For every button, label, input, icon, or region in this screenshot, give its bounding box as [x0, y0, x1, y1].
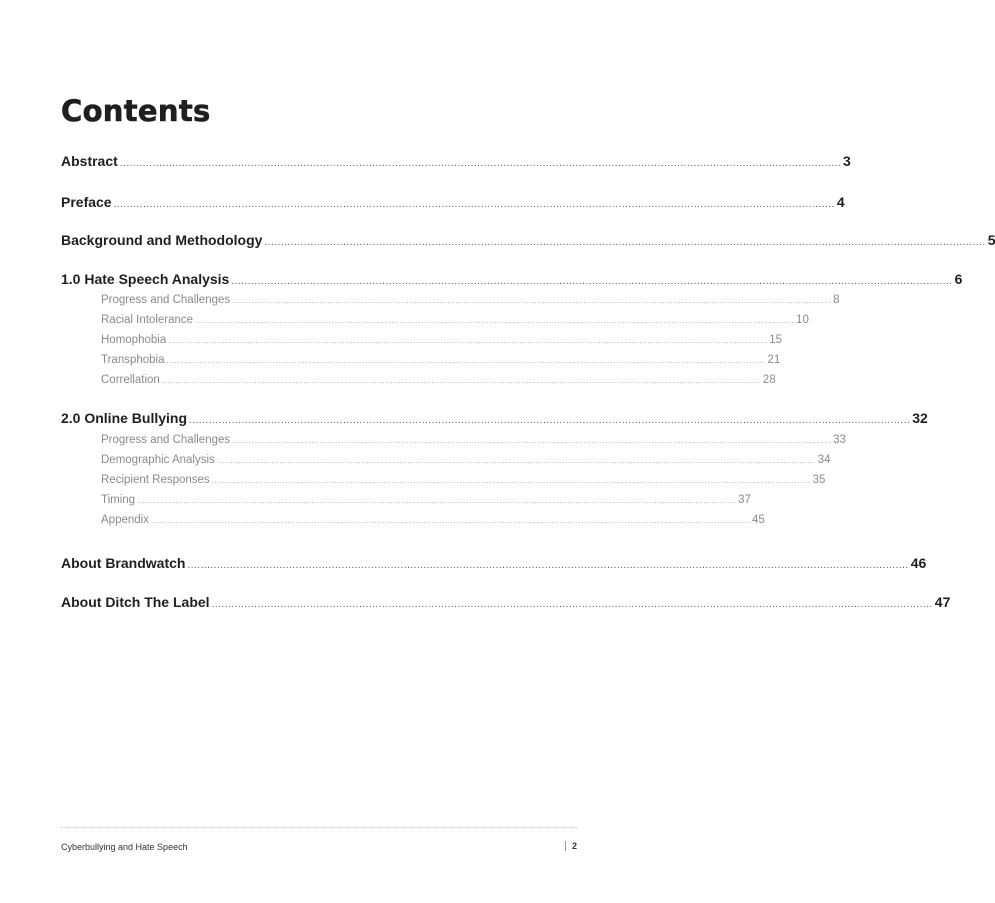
toc-entry-label: Background and Methodology — [61, 232, 263, 248]
toc-entry-page: 15 — [769, 334, 782, 346]
toc-entry-label: Racial Intolerance — [101, 314, 194, 326]
dot-leader: ............................................................................................................................................................................................................................ — [195, 316, 795, 325]
toc-entry-about-brandwatch[interactable] — [61, 555, 927, 571]
toc-entry-page: 4 — [836, 194, 845, 210]
toc-entry-page: 3 — [843, 153, 851, 169]
toc-entry-page: 6 — [954, 271, 963, 287]
dot-leader: ............................................................................................................................................................................................................................ — [119, 158, 842, 169]
dot-leader: ............................................................................................................................................................................................................................ — [211, 476, 811, 485]
dot-leader: ............................................................................................................................................................................................................................ — [161, 376, 761, 385]
toc-subentry[interactable] — [101, 294, 840, 306]
toc-entry-page: 5 — [987, 232, 995, 248]
page-title: Contents — [61, 94, 211, 128]
toc-entry-label: Timing — [101, 494, 136, 506]
toc-subentry[interactable] — [101, 434, 846, 446]
toc-entry-page: 10 — [796, 314, 809, 326]
toc-entry-label: 2.0 Online Bullying — [61, 410, 188, 426]
dot-leader: ............................................................................................................................................................................................................................ — [168, 336, 768, 345]
dot-leader: ............................................................................................................................................................................................................................ — [264, 237, 986, 248]
toc-subentry[interactable] — [101, 374, 776, 386]
dot-leader: ............................................................................................................................................................................................................................ — [216, 456, 816, 465]
dot-leader: ............................................................................................................................................................................................................................ — [189, 415, 911, 426]
toc-subentry[interactable] — [101, 474, 826, 486]
dot-leader: ............................................................................................................................................................................................................................ — [211, 599, 933, 610]
toc-entry-page: 32 — [912, 410, 928, 426]
footer-page-indicator — [565, 841, 577, 851]
toc-subentry[interactable] — [101, 494, 751, 506]
dot-leader: ............................................................................................................................................................................................................................ — [231, 276, 953, 287]
footer-divider — [61, 827, 577, 828]
toc-entry-page: 21 — [767, 354, 781, 366]
toc-entry-label: Recipient Responses — [101, 474, 210, 486]
toc-entry-page: 35 — [812, 474, 826, 486]
toc-entry-label: Demographic Analysis — [101, 454, 215, 466]
toc-entry-label: About Ditch The Label — [61, 594, 210, 610]
dot-leader: ............................................................................................................................................................................................................................ — [137, 496, 737, 505]
toc-entry-label: Transphobia — [101, 354, 165, 366]
toc-subentry[interactable] — [101, 354, 781, 366]
dot-leader: ............................................................................................................................................................................................................................ — [166, 356, 766, 365]
dot-leader: ............................................................................................................................................................................................................................ — [187, 560, 909, 571]
toc-entry-page: 28 — [762, 374, 776, 386]
toc-entry-label: Progress and Challenges — [101, 434, 231, 446]
toc-subentry[interactable] — [101, 514, 765, 526]
toc-entry-preface[interactable] — [61, 194, 845, 210]
toc-entry-label: Appendix — [101, 514, 149, 526]
toc-entry-page: 46 — [910, 555, 927, 571]
dot-leader: ............................................................................................................................................................................................................................ — [232, 296, 832, 305]
footer-separator — [565, 841, 566, 851]
toc-entry-hate-speech[interactable] — [61, 271, 963, 287]
toc-entry-page: 33 — [833, 434, 846, 446]
toc-entry-label: About Brandwatch — [61, 555, 186, 571]
dot-leader: ............................................................................................................................................................................................................................ — [150, 516, 750, 525]
toc-entry-label: Homophobia — [101, 334, 167, 346]
toc-entry-label: 1.0 Hate Speech Analysis — [61, 271, 230, 287]
dot-leader: ............................................................................................................................................................................................................................ — [113, 199, 835, 210]
toc-entry-online-bullying[interactable] — [61, 410, 928, 426]
toc-entry-about-ditch-the-label[interactable] — [61, 594, 951, 610]
dot-leader: ............................................................................................................................................................................................................................ — [232, 436, 832, 445]
toc-entry-abstract[interactable] — [61, 153, 851, 169]
toc-entry-label: Correllation — [101, 374, 160, 386]
footer-page-number: 2 — [571, 841, 577, 851]
toc-entry-page: 34 — [817, 454, 831, 466]
footer-document-title: Cyberbullying and Hate Speech — [61, 842, 188, 852]
toc-entry-label: Progress and Challenges — [101, 294, 231, 306]
toc-entry-page: 47 — [934, 594, 951, 610]
toc-entry-label: Abstract — [61, 153, 118, 169]
toc-subentry[interactable] — [101, 314, 809, 326]
toc-entry-page: 37 — [738, 494, 751, 506]
toc-entry-page: 8 — [833, 294, 840, 306]
toc-entry-page: 45 — [751, 514, 765, 526]
toc-subentry[interactable] — [101, 454, 831, 466]
toc-subentry[interactable] — [101, 334, 782, 346]
toc-entry-label: Preface — [61, 194, 112, 210]
toc-entry-background[interactable] — [61, 232, 995, 248]
